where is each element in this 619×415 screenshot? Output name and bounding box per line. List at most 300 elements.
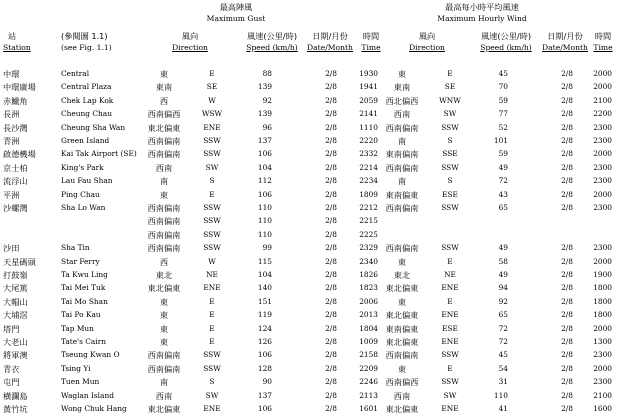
gust-direction-zh: 西南偏南 (147, 350, 181, 361)
table-row (0, 336, 619, 348)
wind-speed: 110 (493, 390, 508, 400)
gust-date: 2/8 (325, 377, 337, 387)
gust-direction-en: E (209, 189, 215, 199)
wind-direction-zh: 西南 (393, 390, 411, 401)
gust-date: 2/8 (325, 256, 337, 266)
station-en: Tai Mo Shan (61, 296, 108, 306)
gust-direction-en: W (208, 95, 216, 105)
gust-direction-en: SSW (203, 136, 221, 145)
wind-date: 2/8 (561, 82, 573, 92)
gust-direction-zh: 東 (159, 323, 169, 334)
wind-direction-en: SSW (441, 162, 459, 172)
station-zh: 平洲 (3, 189, 20, 200)
wind-time: 2000 (593, 189, 612, 199)
table-row (0, 256, 619, 268)
gust-time: 2234 (359, 176, 378, 186)
wind-speed: 72 (498, 337, 508, 346)
station-zh: 啟德機場 (3, 149, 36, 160)
wind-direction-zh: 東 (397, 296, 407, 307)
gust-time: 2215 (359, 216, 378, 226)
gust-direction-zh: 南 (159, 176, 169, 187)
gust-direction-en: NE (206, 270, 218, 279)
gust-direction-zh-header: 風向 (181, 31, 199, 41)
station-en: Chek Lap Kok (61, 95, 114, 105)
station-en: Ping Chau (61, 189, 100, 199)
gust-time: 2141 (359, 109, 378, 119)
gust-speed: 106 (257, 404, 272, 413)
gust-time: 2209 (359, 363, 378, 373)
wind-date: 2/8 (561, 310, 573, 320)
wind-direction-en: NE (444, 270, 456, 279)
gust-speed: 106 (257, 350, 272, 360)
wind-date: 2/8 (561, 176, 573, 186)
gust-time: 1823 (359, 283, 378, 293)
wind-time: 2300 (593, 122, 612, 132)
table-row (0, 189, 619, 201)
gust-direction-zh: 西 (159, 256, 169, 267)
wind-date: 2/8 (561, 377, 573, 387)
gust-direction-zh: 西 (159, 95, 169, 106)
wind-date: 2/8 (561, 203, 573, 212)
gust-time-en-header: Time (361, 43, 381, 52)
gust-direction-en: ENE (203, 122, 221, 132)
wind-direction-zh: 南 (397, 176, 407, 187)
station-en: Central (61, 69, 90, 78)
wind-direction-zh: 東南偏南 (385, 149, 419, 160)
gust-speed: 106 (257, 149, 272, 159)
table-row (0, 376, 619, 388)
wind-direction-zh: 東 (397, 69, 407, 79)
table-row (0, 269, 619, 281)
wind-direction-zh: 東 (397, 363, 407, 374)
wind-time: 2000 (593, 82, 612, 92)
wind-date: 2/8 (561, 136, 573, 145)
wind-time: 2300 (593, 176, 612, 186)
wind-time-zh-header: 時間 (594, 31, 612, 41)
gust-time: 2329 (359, 243, 378, 253)
gust-direction-en: S (209, 377, 215, 387)
gust-direction-zh: 東北偏東 (147, 283, 181, 294)
gust-direction-zh: 東 (159, 296, 169, 307)
ref-en-header: (see Fig. 1.1) (61, 43, 112, 52)
gust-time: 2006 (359, 296, 378, 306)
gust-time: 2340 (359, 256, 378, 266)
wind-direction-en: SSW (441, 203, 459, 212)
gust-time: 1941 (359, 82, 378, 92)
gust-direction-en: ENE (203, 404, 221, 413)
gust-direction-zh: 西南偏南 (147, 243, 181, 254)
gust-direction-zh: 西南偏南 (147, 229, 181, 240)
wind-date: 2/8 (561, 162, 573, 172)
wind-speed: 49 (498, 243, 508, 253)
wind-direction-zh: 西南 (393, 109, 411, 120)
table-row (0, 135, 619, 147)
gust-speed: 106 (257, 189, 272, 199)
gust-date: 2/8 (325, 69, 337, 78)
gust-speed: 137 (257, 390, 272, 400)
gust-direction-zh: 東 (159, 189, 169, 200)
wind-direction-en: ENE (441, 404, 459, 413)
wind-speed: 101 (493, 136, 508, 145)
gust-time: 2158 (359, 350, 378, 360)
gust-speed: 104 (257, 162, 272, 172)
ref-zh-header: (參閱圖 1.1) (61, 31, 108, 41)
gust-date: 2/8 (325, 229, 337, 239)
wind-speed: 65 (498, 203, 508, 212)
station-en-header: Station (3, 43, 31, 52)
gust-direction-en: SW (205, 162, 219, 172)
wind-speed-en-header: Speed (km/h) (480, 43, 532, 52)
gust-direction-zh: 東北 (155, 270, 173, 280)
station-en: Green Island (61, 136, 110, 145)
gust-time: 1826 (359, 270, 378, 279)
wind-direction-en: SE (444, 82, 456, 92)
table-row (0, 309, 619, 321)
station-zh: 青衣 (3, 363, 20, 374)
station-en: Tsing Yi (61, 363, 91, 373)
gust-speed: 104 (257, 270, 272, 279)
wind-direction-zh: 東北偏東 (385, 404, 419, 414)
station-zh: 橫瀾島 (3, 390, 28, 401)
wind-time: 2300 (593, 350, 612, 360)
station-en: Waglan Island (61, 390, 114, 400)
wind-time: 1800 (593, 296, 612, 306)
wind-direction-zh: 東南偏東 (385, 323, 419, 334)
station-zh: 大尾篤 (3, 283, 28, 294)
wind-date: 2/8 (561, 283, 573, 293)
gust-title-en: Maximum Gust (206, 14, 266, 23)
wind-speed: 65 (498, 310, 508, 320)
station-en: Wong Chuk Hang (61, 404, 127, 413)
gust-direction-zh: 東北偏東 (147, 404, 181, 414)
station-zh: 打鼓嶺 (3, 270, 28, 280)
table-row (0, 202, 619, 214)
station-zh: 大帽山 (3, 296, 28, 307)
gust-direction-en: SSW (203, 149, 221, 159)
table-row (0, 229, 619, 241)
station-en: Lau Fau Shan (61, 176, 113, 186)
gust-direction-zh: 東 (159, 310, 169, 321)
wind-date: 2/8 (561, 337, 573, 346)
gust-time: 1930 (359, 69, 378, 78)
wind-date: 2/8 (561, 149, 573, 159)
gust-time: 2212 (359, 203, 378, 212)
station-en: King's Park (61, 162, 104, 172)
gust-time: 2220 (359, 136, 378, 145)
wind-direction-zh: 西北偏西 (385, 95, 419, 106)
gust-direction-zh: 東南 (155, 82, 173, 93)
wind-speed: 70 (498, 82, 508, 92)
station-zh: 青洲 (3, 136, 20, 146)
gust-time: 2113 (359, 390, 378, 400)
station-zh: 中環廣場 (3, 82, 36, 93)
table-row (0, 403, 619, 415)
wind-time: 1300 (593, 337, 612, 346)
station-en: Sha Lo Wan (61, 203, 106, 212)
wind-speed: 49 (498, 162, 508, 172)
station-en: Cheung Sha Wan (61, 122, 126, 132)
wind-direction-zh: 東南偏東 (385, 189, 419, 200)
station-en: Tai Po Kau (61, 310, 101, 320)
wind-direction-zh: 西南偏南 (385, 243, 419, 254)
wind-time: 2000 (593, 256, 612, 266)
wind-direction-en: SW (443, 390, 457, 400)
gust-time-zh-header: 時間 (362, 31, 380, 41)
gust-date: 2/8 (325, 243, 337, 253)
station-zh: 塔門 (3, 323, 20, 334)
gust-time: 1601 (359, 404, 378, 413)
gust-date: 2/8 (325, 203, 337, 212)
gust-direction-zh: 西南偏南 (147, 203, 181, 213)
gust-speed: 137 (257, 136, 272, 145)
station-en: Tseung Kwan O (61, 350, 120, 360)
gust-direction-zh: 西南 (155, 390, 173, 401)
gust-speed: 139 (257, 109, 272, 119)
wind-direction-en: E (447, 296, 453, 306)
gust-direction-en-header: Direction (172, 43, 208, 52)
wind-direction-en: WNW (439, 95, 461, 105)
gust-direction-en: E (209, 310, 215, 320)
gust-date: 2/8 (325, 216, 337, 226)
gust-direction-en: SSW (203, 363, 221, 373)
table-row (0, 68, 619, 80)
wind-speed: 43 (498, 189, 508, 199)
wind-time: 2300 (593, 203, 612, 212)
gust-direction-en: SSW (203, 203, 221, 212)
gust-date: 2/8 (325, 136, 337, 145)
gust-date: 2/8 (325, 363, 337, 373)
wind-direction-en: ESE (442, 323, 458, 333)
wind-time: 1600 (593, 404, 612, 413)
wind-speed: 77 (498, 109, 508, 119)
table-row (0, 323, 619, 335)
wind-direction-zh: 東北偏東 (385, 310, 419, 321)
wind-time: 2000 (593, 323, 612, 333)
gust-speed: 92 (262, 95, 272, 105)
table-row (0, 175, 619, 187)
table-row (0, 349, 619, 361)
table-row (0, 282, 619, 294)
wind-direction-en: S (447, 136, 453, 145)
gust-speed: 128 (257, 363, 272, 373)
wind-direction-en: SSW (441, 122, 459, 132)
gust-speed: 99 (262, 243, 272, 253)
gust-date: 2/8 (325, 390, 337, 400)
table-row (0, 108, 619, 120)
gust-time: 2246 (359, 377, 378, 387)
gust-direction-zh: 西南偏南 (147, 216, 181, 227)
wind-direction-zh: 東 (397, 256, 407, 267)
gust-direction-en: S (209, 176, 215, 186)
gust-speed: 151 (257, 296, 272, 306)
station-en: Ta Kwu Ling (61, 270, 108, 279)
wind-date: 2/8 (561, 390, 573, 400)
station-en: Tuen Mun (61, 377, 100, 387)
wind-speed: 59 (498, 149, 508, 159)
gust-speed-en-header: Speed (km/h) (246, 43, 298, 52)
wind-time: 2000 (593, 363, 612, 373)
station-zh: 沙螺灣 (3, 203, 28, 213)
station-en: Star Ferry (61, 256, 100, 266)
gust-direction-zh: 西南偏南 (147, 149, 181, 160)
wind-date: 2/8 (561, 95, 573, 105)
wind-direction-zh: 西南偏南 (385, 122, 419, 133)
wind-date: 2/8 (561, 350, 573, 360)
wind-direction-en: ENE (441, 283, 459, 293)
wind-direction-en: E (447, 69, 453, 78)
table-row (0, 390, 619, 402)
wind-date: 2/8 (561, 404, 573, 413)
wind-direction-en-header: Direction (409, 43, 445, 52)
gust-date: 2/8 (325, 310, 337, 320)
wind-time: 2300 (593, 243, 612, 253)
wind-direction-zh: 西南偏西 (385, 377, 419, 388)
wind-date-zh-header: 日期/月份 (547, 31, 583, 41)
wind-time: 2000 (593, 69, 612, 78)
gust-date: 2/8 (325, 95, 337, 105)
wind-title-zh: 最高每小時平均風速 (445, 2, 519, 12)
gust-direction-en: E (209, 323, 215, 333)
gust-speed: 139 (257, 82, 272, 92)
gust-date: 2/8 (325, 189, 337, 199)
wind-direction-en: SSW (441, 243, 459, 253)
gust-direction-en: SSW (203, 350, 221, 360)
gust-direction-en: SW (205, 390, 219, 400)
wind-direction-en: ESE (442, 189, 458, 199)
wind-date: 2/8 (561, 243, 573, 253)
gust-time: 1110 (359, 122, 378, 132)
table-row (0, 363, 619, 375)
gust-speed: 115 (257, 256, 272, 266)
gust-time: 2332 (359, 149, 378, 159)
gust-time: 2059 (359, 95, 378, 105)
gust-date-en-header: Date/Month (307, 43, 353, 52)
gust-date: 2/8 (325, 82, 337, 92)
gust-time: 1804 (359, 323, 378, 333)
gust-speed: 88 (262, 69, 272, 78)
gust-direction-zh: 東北偏東 (147, 122, 181, 133)
gust-date: 2/8 (325, 350, 337, 360)
gust-direction-en: SE (206, 82, 218, 92)
wind-date: 2/8 (561, 189, 573, 199)
station-zh: 長沙灣 (3, 122, 28, 133)
wind-speed: 49 (498, 270, 508, 279)
gust-date: 2/8 (325, 176, 337, 186)
wind-speed: 52 (498, 122, 508, 132)
wind-speed: 45 (498, 69, 508, 78)
station-zh: 赤鱲角 (3, 95, 28, 106)
wind-direction-zh: 東南 (393, 82, 411, 93)
wind-time: 2300 (593, 162, 612, 172)
gust-direction-zh: 南 (159, 377, 169, 388)
table-row (0, 242, 619, 254)
wind-speed: 92 (498, 296, 508, 306)
wind-direction-en: E (447, 363, 453, 373)
table-row (0, 162, 619, 174)
wind-direction-en: SSW (441, 350, 459, 360)
gust-direction-en: E (209, 337, 215, 346)
wind-title-en: Maximum Hourly Wind (437, 14, 527, 23)
gust-time: 2225 (359, 229, 378, 239)
gust-direction-en: E (209, 296, 215, 306)
station-zh-header: 站 (8, 31, 17, 41)
wind-time: 1900 (593, 270, 612, 279)
wind-direction-en: SSE (442, 149, 458, 159)
station-en: Sha Tin (61, 243, 90, 253)
gust-date: 2/8 (325, 109, 337, 119)
wind-date: 2/8 (561, 363, 573, 373)
station-zh: 黃竹坑 (3, 404, 28, 414)
gust-date: 2/8 (325, 162, 337, 172)
wind-time: 2100 (593, 95, 612, 105)
wind-direction-en: SW (443, 109, 457, 119)
gust-speed: 110 (257, 203, 272, 212)
wind-direction-zh-header: 風向 (418, 31, 436, 41)
wind-speed: 41 (498, 404, 508, 413)
station-zh: 京士柏 (3, 162, 28, 173)
wind-direction-en: S (447, 176, 453, 186)
table-row (0, 81, 619, 93)
station-zh: 沙田 (3, 243, 20, 254)
wind-time: 2300 (593, 377, 612, 387)
station-zh: 屯門 (3, 377, 20, 388)
gust-time: 2214 (359, 162, 378, 172)
gust-date: 2/8 (325, 323, 337, 333)
wind-date: 2/8 (561, 270, 573, 279)
wind-date: 2/8 (561, 296, 573, 306)
wind-direction-zh: 南 (397, 136, 407, 146)
gust-direction-zh: 西南 (155, 162, 173, 173)
gust-date: 2/8 (325, 122, 337, 132)
gust-speed: 96 (262, 122, 272, 132)
station-zh: 天星碼頭 (3, 256, 36, 267)
gust-time: 1009 (359, 337, 378, 346)
wind-date: 2/8 (561, 256, 573, 266)
wind-time: 2300 (593, 136, 612, 145)
gust-direction-zh: 西南偏南 (147, 136, 181, 146)
station-zh: 將軍澳 (3, 350, 28, 361)
gust-direction-en: SSW (203, 216, 221, 226)
table-row (0, 296, 619, 308)
wind-speed: 45 (498, 350, 508, 360)
gust-direction-zh: 東 (159, 337, 169, 347)
wind-speed-zh-header: 風速(公里/時) (480, 31, 532, 41)
wind-speed: 54 (498, 363, 508, 373)
wind-direction-zh: 東北偏東 (385, 283, 419, 294)
gust-title-zh: 最高陣風 (219, 2, 253, 12)
station-en: Tai Mei Tuk (61, 283, 106, 293)
gust-direction-en: E (209, 69, 215, 78)
gust-date: 2/8 (325, 296, 337, 306)
wind-date: 2/8 (561, 109, 573, 119)
wind-direction-en: SSW (441, 377, 459, 387)
wind-date: 2/8 (561, 323, 573, 333)
wind-time: 2100 (593, 390, 612, 400)
wind-time: 1800 (593, 283, 612, 293)
wind-speed: 72 (498, 176, 508, 186)
gust-direction-zh: 西南偏西 (147, 109, 181, 120)
gust-direction-zh: 東 (159, 69, 169, 79)
station-en: Kai Tak Airport (SE) (61, 149, 137, 159)
gust-speed: 110 (257, 229, 272, 239)
gust-speed: 110 (257, 216, 272, 226)
gust-time: 2013 (359, 310, 378, 320)
gust-speed-zh-header: 風速(公里/時) (246, 31, 298, 41)
gust-date: 2/8 (325, 149, 337, 159)
gust-date: 2/8 (325, 283, 337, 293)
wind-direction-en: ENE (441, 310, 459, 320)
gust-direction-en: SSW (203, 243, 221, 253)
